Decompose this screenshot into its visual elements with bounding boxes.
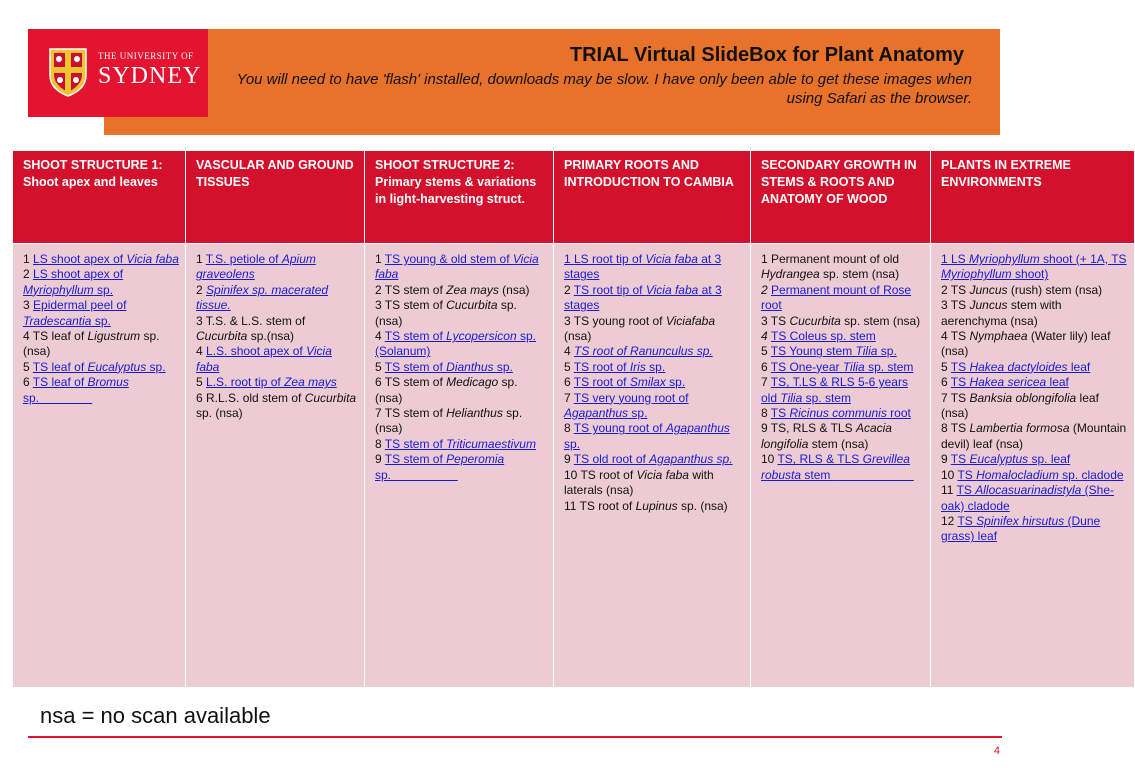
slide-link[interactable]: (She-oak) cladode [941,483,1114,513]
slide-link[interactable]: Tilia [780,390,803,405]
list-item [564,499,744,514]
university-logo [28,29,208,117]
item-text: Cucurbita [789,313,841,328]
slide-link[interactable]: TS [956,483,976,498]
list-item [23,267,179,298]
slide-link[interactable]: Lycopersicon [446,329,517,344]
slide-link[interactable]: Ricinus communis [789,406,887,421]
slide-link[interactable]: TS root of [573,375,630,390]
list-item [23,375,179,406]
slide-link[interactable]: Myriophyllum [969,252,1040,266]
slide-link[interactable]: at 3 stages [564,252,722,282]
slide-link[interactable]: Agapanthus [564,406,629,421]
slide-link[interactable]: Epidermal peel of [33,298,127,313]
slide-link[interactable]: L.S. shoot apex of [206,344,307,359]
list-item [761,421,924,452]
slide-link[interactable]: Agapanthus sp. [649,452,733,467]
item-text: Juncus [969,282,1008,297]
item-text: Acacia longifolia [761,421,892,451]
list-item [564,314,744,345]
item-text: 1 Permanent mount of old [761,252,900,266]
slide-link[interactable]: Vicia faba [645,252,698,266]
slide-link[interactable]: Dianthus [446,359,494,374]
slide-link[interactable]: TS leaf of [32,359,88,374]
slide-link[interactable]: TS Young stem [770,344,856,359]
slide-link[interactable]: shoot) [1011,267,1049,282]
item-text: leaf (nsa) [941,390,1099,421]
item-text: 10 [941,467,958,482]
slide-link[interactable]: TS [950,375,970,390]
item-text: 12 [941,513,958,528]
item-text: 8 TS [941,421,970,436]
slide-link[interactable]: Spinifex hirsutus [976,513,1065,528]
item-text: 5 [196,375,207,390]
logo-big-text: SYDNEY [98,63,202,89]
list-item [564,283,744,314]
item-text: 7 [564,390,574,405]
slide-link[interactable]: Vicia faba [645,282,699,297]
item-text: (nsa) [498,282,530,297]
slide-link[interactable]: L.S. root tip of [206,375,285,390]
slide-link[interactable]: TS stem of [384,329,447,344]
list-item [941,452,1128,467]
slide-link[interactable]: TS [957,513,977,528]
item-text: 6 [564,375,574,390]
slide-link[interactable]: TS root tip of [573,282,646,297]
slide-link[interactable]: sp. (Solanum) [375,329,536,359]
column-heading: PLANTS IN EXTREME ENVIRONMENTS [931,151,1135,244]
slide-link[interactable]: TS very young root of [573,390,689,405]
list-item [196,344,358,375]
slide-link[interactable]: sp. stem [864,359,914,374]
logo-small-text: THE UNIVERSITY OF [98,51,194,61]
item-text: sp.(nsa) [247,329,295,344]
item-text: 9 [941,452,951,467]
slide-link[interactable]: LS shoot apex of [33,252,127,266]
list-item [941,329,1128,360]
item-text: sp. (nsa) [375,406,523,436]
slide-link[interactable]: Vicia faba [126,252,179,266]
slide-link[interactable]: sp. [93,282,114,297]
item-text: sp. (nsa) [375,375,518,405]
item-text: Lambertia formosa [969,421,1070,436]
item-text: 3 TS stem of [375,298,447,313]
item-text: Helianthus [446,406,503,421]
slide-link[interactable]: sp. [665,375,686,390]
item-text: Zea mays [446,282,499,297]
column-cell [186,244,365,688]
item-text: Hydrangea [761,267,820,282]
list-item [761,252,924,283]
item-text: Cucurbita [446,298,498,313]
slide-link[interactable] [391,468,458,482]
slide-link[interactable]: TS root of [573,359,630,374]
list-item [564,252,744,283]
slide-link[interactable]: T.S. petiole of [205,252,282,266]
slide-link[interactable]: LS shoot apex of [33,267,124,282]
list-item [375,360,547,375]
item-text: Lupinus [635,498,678,513]
list-item [761,344,924,359]
slide-link[interactable]: Homalocladium [976,467,1059,482]
item-text: 11 TS root of [564,498,636,513]
list-item [564,468,744,499]
item-text: 5 [23,359,33,374]
slide-link[interactable]: Permanent mount of Rose root [761,282,912,313]
slide-link[interactable] [39,391,92,405]
list-item [761,329,924,344]
slide-link[interactable]: Spinifex sp. macerated tissue. [196,282,329,313]
item-text: 6 [941,375,951,390]
slide-link[interactable]: sp. [645,359,666,374]
slide-link[interactable]: Grevillea robusta [761,452,910,482]
list-item [941,360,1128,375]
list-item [941,252,1128,283]
item-text: 8 [761,406,771,421]
list-item [196,391,358,422]
slide-link[interactable]: TS Coleus sp. stem [771,329,876,344]
item-text: Nymphaea [969,329,1028,344]
slide-link[interactable]: TS young & old stem of [384,252,513,266]
list-item [941,283,1128,298]
slide-link[interactable]: Hakea dactyloides [969,359,1068,374]
item-text: 6 R.L.S. old stem of [196,390,305,405]
slide-link[interactable]: Vicia faba [375,252,539,282]
slide-link[interactable]: Tilia [855,344,878,359]
item-text: 9 TS, RLS & TLS [761,421,856,436]
slide-link[interactable]: Bromus [87,375,129,390]
item-text: 1 [375,252,385,266]
item-text: 8 [564,421,574,436]
item-text: 9 [375,452,385,467]
slide-link[interactable]: TS [950,452,970,467]
slide-link[interactable]: TS root of Ranunculus sp. [574,344,713,359]
list-item [941,391,1128,422]
slide-link[interactable]: leaf [1046,375,1069,390]
column-cell [554,244,751,688]
slide-link[interactable]: Zea mays [284,375,337,390]
list-item [761,452,924,483]
slide-link[interactable]: sp. [146,359,166,374]
item-text: sp. (nsa) [196,406,243,421]
item-text: stem (nsa) [808,436,869,451]
slide-link[interactable]: TS [770,406,790,421]
slide-link[interactable]: Eucalyptus [87,359,147,374]
page-title: TRIAL Virtual SlideBox for Plant Anatomy [569,44,964,66]
slide-link[interactable]: Myriophyllum [941,267,1012,282]
slide-link[interactable]: sp. leaf [1028,452,1071,467]
item-text: Juncus [969,298,1008,313]
item-text: Vicia faba [636,467,689,482]
list-item [375,406,547,437]
list-item [761,314,924,329]
column-heading: SHOOT STRUCTURE 2: Primary stems & variations in light-harvesting struct. [365,151,554,244]
list-item [761,375,924,406]
list-item [23,252,179,267]
slide-link[interactable]: (Dune grass) leaf [941,513,1101,544]
item-text: 5 [375,359,385,374]
list-item [375,375,547,406]
item-text: with laterals (nsa) [564,467,714,498]
item-text: Cucurbita [196,329,248,344]
slide-link[interactable]: TS stem of [384,359,447,374]
slide-link[interactable]: sp. [628,406,648,421]
item-text: 4 TS leaf of [23,329,88,344]
column-cell [365,244,554,688]
list-item [196,252,358,283]
item-text: 10 TS root of [564,467,637,482]
list-item [941,298,1128,329]
item-text: 7 [761,375,771,390]
page-number: 4 [993,745,1000,757]
list-item [375,329,547,360]
list-item [564,391,744,422]
column-heading: SECONDARY GROWTH IN STEMS & ROOTS AND ANATOMY OF WOOD [751,151,931,244]
slide-link[interactable]: Triticumaestivum [446,436,536,451]
list-item [564,421,744,452]
list-item [23,360,179,375]
item-text: (Mountain devil) leaf (nsa) [941,421,1127,451]
slide-link[interactable]: sp. [493,359,513,374]
item-text: stem with aerenchyma (nsa) [941,298,1062,328]
list-item [23,329,179,360]
list-item [564,452,744,467]
slide-link[interactable]: sp. [91,313,111,328]
slide-link[interactable]: TS [950,359,970,374]
slide-link[interactable]: Vicia faba [196,344,332,374]
item-text: (rush) stem (nsa) [1007,282,1103,297]
item-text: 7 TS [941,390,970,405]
item-text: 6 [23,375,33,390]
slide-link[interactable]: TS stem of [384,436,447,451]
item-text: 5 [564,359,574,374]
slide-link[interactable]: at 3 stages [564,282,722,313]
slide-link[interactable]: sp. [564,436,581,451]
slide-link[interactable]: Eucalyptus [969,452,1029,467]
list-item [761,283,924,314]
item-text: 4 TS [941,329,970,344]
slide-link[interactable]: sp. cladode [1058,467,1124,482]
item-text: 2 [196,282,207,297]
slide-link[interactable]: 1 LS [941,252,970,266]
slide-link[interactable]: leaf [1067,359,1091,374]
column-heading: PRIMARY ROOTS AND INTRODUCTION TO CAMBIA [554,151,751,244]
slide-link[interactable]: Smilax [629,375,666,390]
slide-link[interactable]: TS [957,467,977,482]
slide-link[interactable]: TS leaf of [32,375,88,390]
item-text: sp. (nsa) [677,498,728,513]
slide-link[interactable]: Tradescantia [23,313,92,328]
item-text: 2 [564,282,574,297]
list-item [375,437,547,452]
item-text: 10 [761,452,778,467]
item-text: 1 [23,252,34,266]
item-text: (nsa) [564,329,592,344]
item-text: sp. stem (nsa) [819,267,900,282]
list-item [941,468,1128,483]
column-heading: VASCULAR AND GROUND TISSUES [186,151,365,244]
slide-link[interactable]: sp. [375,467,392,482]
item-text: 8 [375,436,385,451]
item-text: 5 [941,359,951,374]
list-item [564,375,744,390]
item-text: 7 TS stem of [375,406,447,421]
list-item [375,283,547,298]
slide-link[interactable]: Allocasuarinadistyla [975,483,1082,498]
list-item [196,375,358,390]
column-cell [931,244,1135,688]
item-text: sp. (nsa) [23,329,160,359]
item-text: 4 [375,329,385,344]
slide-link[interactable] [834,468,914,482]
item-text: 2 TS [941,282,970,297]
item-text: 3 TS [761,313,790,328]
slide-link[interactable]: Agapanthus [665,421,730,436]
item-text: Viciafaba [665,313,715,328]
column-cell [751,244,931,688]
slide-link[interactable]: TS young root of [573,421,666,436]
item-text: 4 [196,344,207,359]
item-text: 6 TS stem of [375,375,447,390]
slide-link[interactable]: root [886,406,911,421]
item-text: Cucurbita [304,390,357,405]
list-item [564,360,744,375]
item-text: 6 [761,359,771,374]
list-item [375,298,547,329]
footer-rule [28,736,1002,738]
list-item [375,252,547,283]
slide-link[interactable]: Hakea sericea [969,375,1047,390]
item-text: 3 [23,298,34,313]
item-text: Medicago [446,375,499,390]
item-text: sp. (nsa) [375,298,517,328]
slide-link[interactable]: Apium graveolens [196,252,316,282]
table-header-row [13,151,1135,244]
slide-link[interactable]: TS One-year [770,359,843,374]
slide-link[interactable]: TS, T.LS & RLS 5-6 years old [761,375,908,405]
item-text: Banksia oblongifolia [969,390,1077,405]
item-text: 1 [196,252,206,266]
list-item [564,344,744,359]
slide-link[interactable]: stem [801,467,834,482]
list-item [761,360,924,375]
slide-link[interactable]: sp. stem [802,390,851,405]
page-subtitle: You will need to have 'flash' installed, downloads may be slow. I have only been able to get these images when using Safari as the browser. [236,71,972,107]
slide-link[interactable]: TS old root of [573,452,650,467]
list-item [196,314,358,345]
item-text: 9 [564,452,574,467]
list-item [941,375,1128,390]
list-item [375,452,547,483]
list-item [941,514,1128,545]
item-text: 4 [564,344,575,359]
item-text: Ligustrum [87,329,141,344]
slide-link[interactable]: Tilia [842,359,865,374]
item-text: 2 TS stem of [375,282,447,297]
list-item [23,298,179,329]
item-text: 2 [761,282,772,297]
item-text: 3 TS [941,298,970,313]
footnote: nsa = no scan available [40,703,271,728]
item-text: 5 [761,344,771,359]
list-item [761,406,924,421]
slide-link[interactable]: Myriophyllum [23,282,94,297]
slide-link[interactable]: Iris [629,359,646,374]
column-cell [13,244,186,688]
table-body-row [13,244,1135,688]
item-text: 4 [761,329,772,344]
slide-link[interactable]: sp. [23,390,40,405]
item-text: (Water lily) leaf (nsa) [941,329,1111,359]
slide-link[interactable]: sp. [877,344,897,359]
slidebox-table [12,150,1135,688]
slide-link[interactable]: Peperomia [446,452,505,467]
crest-icon [48,47,88,97]
slide-link[interactable]: TS, RLS & TLS [777,452,863,467]
slide-link[interactable]: 1 LS root tip of [564,252,646,266]
slide-link[interactable]: shoot (+ 1A, TS [1039,252,1127,266]
item-text: sp. stem (nsa) [840,313,921,328]
list-item [941,421,1128,452]
item-text: 3 TS young root of [564,313,666,328]
column-heading: SHOOT STRUCTURE 1: Shoot apex and leaves [13,151,186,244]
item-text: 3 T.S. & L.S. stem of [196,313,306,328]
list-item [196,283,358,314]
list-item [941,483,1128,514]
item-text: 2 [23,267,34,282]
slide-link[interactable]: TS stem of [384,452,447,467]
item-text: 11 [941,483,957,498]
